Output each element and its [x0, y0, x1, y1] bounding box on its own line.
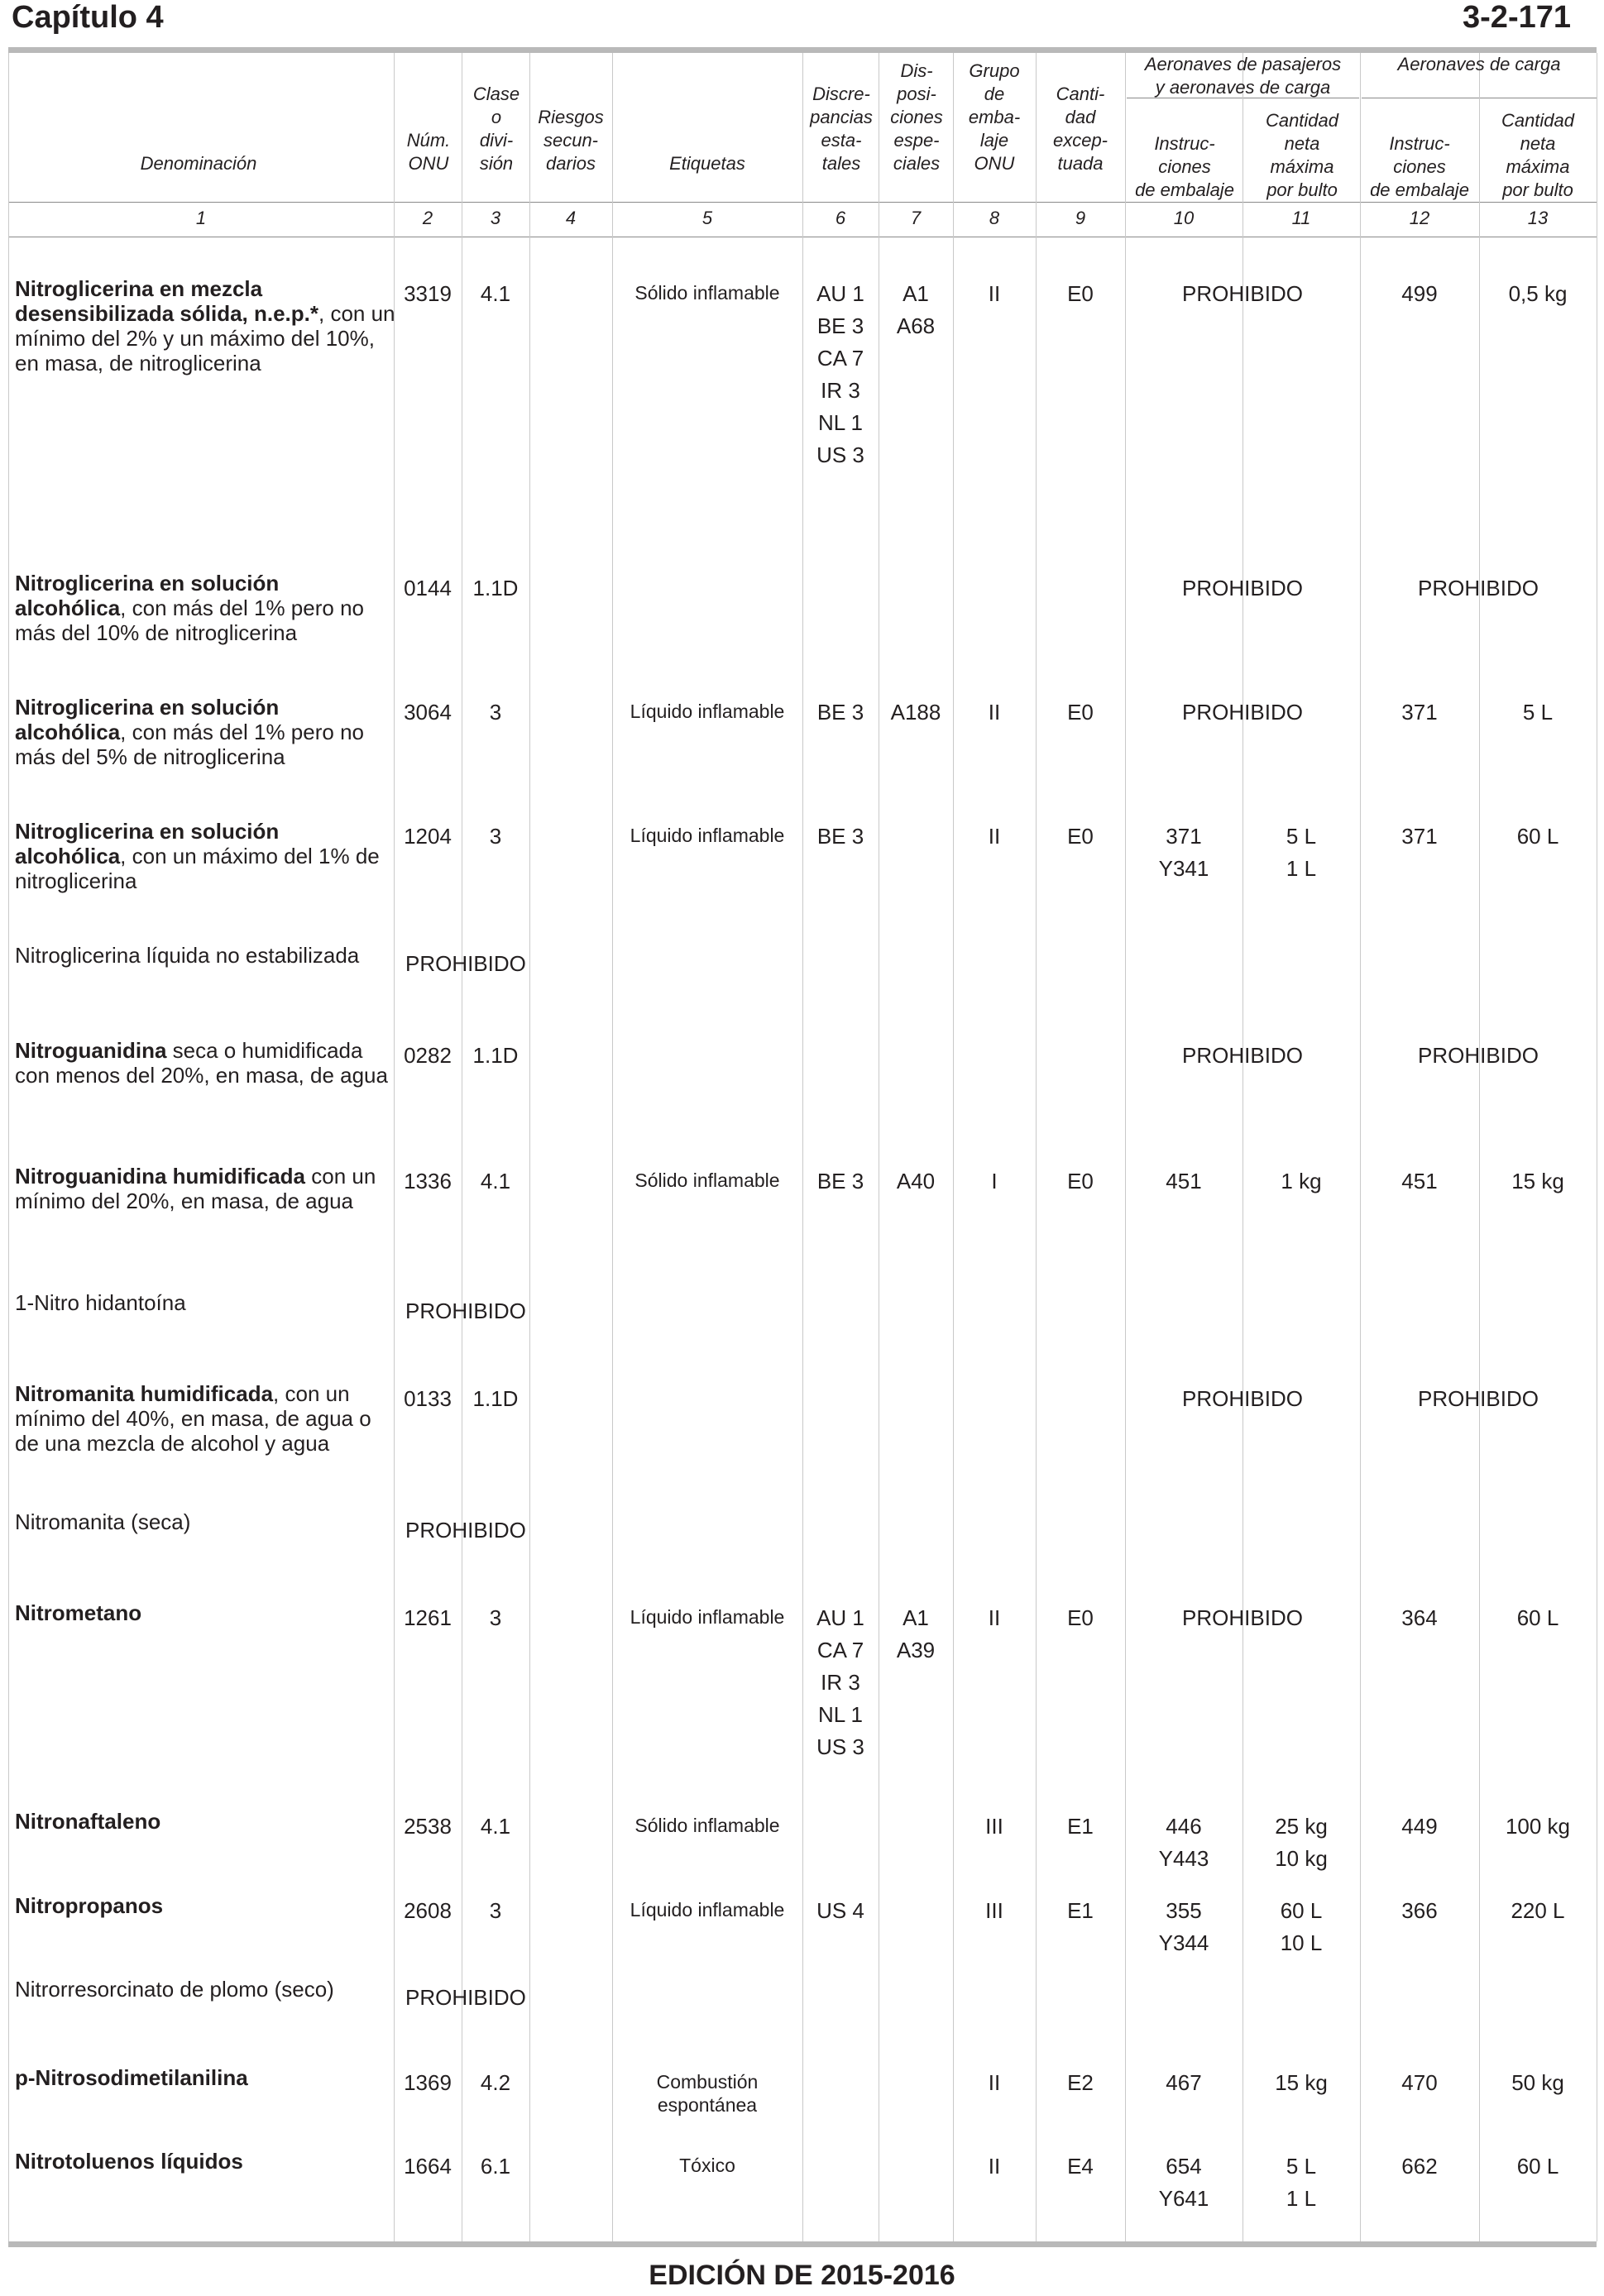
row-special-provision: A1 [903, 1605, 929, 1630]
row-pax-quantity: 5 L [1286, 2154, 1317, 2179]
header-line: Instruc- [1154, 133, 1215, 154]
row-denominacion [15, 1893, 395, 1918]
row-discrepancy: BE 3 [816, 700, 864, 725]
row-cargo-quantity: 5 L [1522, 700, 1554, 725]
page-number: 3-2-171 [1463, 0, 1571, 35]
row-cargo-quantity: 0,5 kg [1508, 281, 1568, 306]
row-label: Combustión [656, 2071, 759, 2093]
row-denominacion [15, 695, 395, 769]
row-discrepancy: NL 1 [818, 410, 863, 435]
column-number: 2 [422, 208, 433, 228]
row-class: 4.2 [480, 2070, 511, 2095]
header-disposiciones [880, 60, 953, 175]
row-cargo-quantity: 50 kg [1511, 2070, 1564, 2095]
header-line: laje [979, 130, 1009, 151]
header-num-onu [395, 129, 462, 175]
header-line: pancias [810, 107, 873, 127]
row-discrepancy: CA 7 [816, 1638, 864, 1662]
row-un-number: 0144 [404, 576, 452, 600]
row-pax-quantity: 10 kg [1275, 1846, 1328, 1871]
row-denominacion [15, 2065, 395, 2090]
row-packing-group: II [988, 700, 1001, 725]
row-cargo-instruction: 470 [1401, 2070, 1438, 2095]
header-line: Riesgos [538, 107, 604, 127]
header-line: Aeronaves de pasajeros [1144, 54, 1342, 74]
row-class: 4.1 [480, 1814, 511, 1839]
header-line: Canti- [1056, 84, 1105, 104]
row-excepted-quantity: E4 [1067, 2154, 1094, 2179]
column-number: 5 [701, 208, 713, 228]
header-line: ONU [974, 153, 1015, 174]
row-un-number: 1336 [404, 1169, 452, 1193]
row-un-number: 1261 [404, 1605, 452, 1630]
header-line: máxima [1270, 156, 1334, 177]
name-bold: Nitroguanidina humidificada [15, 1164, 306, 1189]
header-line: divi- [479, 130, 514, 151]
name-bold: Nitrotoluenos líquidos [15, 2149, 243, 2174]
row-pax-instruction: 451 [1166, 1169, 1202, 1193]
top-rule [8, 47, 1597, 53]
header-line: espe- [893, 130, 940, 151]
column-number: 6 [835, 208, 846, 228]
header-aeronaves-carga: Aeronaves de carga [1397, 54, 1561, 74]
row-cargo-quantity: 100 kg [1505, 1814, 1571, 1839]
row-pax-prohibido: PROHIBIDO [1182, 700, 1303, 725]
row-discrepancy: NL 1 [818, 1702, 863, 1727]
row-class: 3 [489, 1605, 502, 1630]
row-discrepancy: US 3 [816, 1734, 864, 1759]
row-discrepancy: CA 7 [816, 346, 864, 371]
row-packing-group: II [988, 281, 1001, 306]
row-discrepancy: IR 3 [821, 378, 860, 403]
header-line: ciones [1158, 156, 1211, 177]
row-pax-instruction: Y344 [1158, 1930, 1209, 1955]
row-label: Tóxico [679, 2155, 735, 2176]
name-text: Nitromanita (seca) [15, 1509, 191, 1534]
chapter-title: Capítulo 4 [12, 0, 164, 35]
name-bold: Nitroglicerina en solución alcohólica [15, 819, 280, 868]
row-un-number: 2538 [404, 1814, 452, 1839]
row-cargo-quantity: 60 L [1516, 2154, 1559, 2179]
header-line: máxima [1506, 156, 1570, 177]
row-packing-group: III [985, 1898, 1003, 1923]
row-cargo-quantity: 220 L [1511, 1898, 1565, 1923]
row-class: 3 [489, 1898, 502, 1923]
row-pax-instruction: 355 [1166, 1898, 1202, 1923]
row-label: Sólido inflamable [634, 1815, 780, 1836]
name-bold: Nitronaftaleno [15, 1809, 161, 1834]
header-line: Discre- [812, 84, 870, 104]
row-special-provision: A68 [896, 313, 936, 338]
row-pax-instruction: 446 [1166, 1814, 1202, 1839]
row-pax-instruction: Y641 [1158, 2186, 1209, 2211]
header-line: dad [1065, 107, 1096, 127]
row-excepted-quantity: E1 [1067, 1814, 1094, 1839]
header-line: emba- [968, 107, 1021, 127]
row-cargo-instruction: 366 [1401, 1898, 1438, 1923]
header-pax-instrucciones [1127, 132, 1243, 202]
row-pax-quantity: 25 kg [1275, 1814, 1328, 1839]
row-discrepancy: AU 1 [816, 281, 864, 306]
header-line: neta [1284, 133, 1320, 154]
row-discrepancy: IR 3 [821, 1670, 860, 1695]
row-un-number: 1369 [404, 2070, 452, 2095]
row-class: 3 [489, 700, 502, 725]
row-special-provision: A40 [896, 1169, 936, 1193]
row-un-number: 3319 [404, 281, 452, 306]
row-special-provision: A39 [896, 1638, 936, 1662]
header-line: esta- [821, 130, 862, 151]
header-line: Clase [472, 84, 520, 104]
row-class: 3 [489, 824, 502, 849]
row-pax-instruction: Y341 [1158, 856, 1209, 881]
row-packing-group: II [988, 1605, 1001, 1630]
row-class: 4.1 [480, 281, 511, 306]
row-un-number: 2608 [404, 1898, 452, 1923]
column-number: 4 [565, 208, 577, 228]
row-label: Líquido inflamable [630, 1899, 785, 1921]
row-packing-group: I [991, 1169, 998, 1193]
name-text: 1-Nitro hidantoína [15, 1290, 186, 1315]
header-line: ciones [1393, 156, 1446, 177]
row-pax-instruction: 654 [1166, 2154, 1202, 2179]
column-number: 8 [989, 208, 1000, 228]
header-line: neta [1520, 133, 1556, 154]
row-un-number: 0282 [404, 1043, 452, 1068]
row-denominacion [15, 2149, 395, 2174]
name-text: Nitrorresorcinato de plomo (seco) [15, 1977, 334, 2002]
header-line: ONU [408, 153, 449, 174]
name-bold: p-Nitrosodimetilanilina [15, 2065, 248, 2090]
row-denominacion [15, 819, 395, 893]
row-denominacion [15, 943, 395, 968]
column-number: 3 [490, 208, 501, 228]
row-excepted-quantity: E0 [1067, 700, 1094, 725]
row-denominacion [15, 1038, 395, 1088]
row-special-provision: A1 [903, 281, 929, 306]
row-excepted-quantity: E0 [1067, 1605, 1094, 1630]
edition-footer: EDICIÓN DE 2015-2016 [649, 2260, 955, 2291]
row-cargo-instruction: 364 [1401, 1605, 1438, 1630]
row-pax-prohibido: PROHIBIDO [1182, 1043, 1303, 1068]
row-cargo-instruction: 451 [1401, 1169, 1438, 1193]
row-label: Líquido inflamable [630, 701, 785, 722]
row-discrepancy: US 4 [816, 1898, 864, 1923]
column-number: 10 [1173, 208, 1195, 228]
name-bold: Nitromanita humidificada [15, 1381, 274, 1406]
header-line: por bulto [1266, 179, 1338, 200]
row-un-number: 1664 [404, 2154, 452, 2179]
header-line: sión [479, 153, 514, 174]
row-class: 1.1D [472, 1386, 519, 1411]
column-number: 7 [910, 208, 922, 228]
row-label: espontánea [657, 2094, 758, 2116]
row-un-number: 1204 [404, 824, 452, 849]
column-divider [8, 53, 9, 2241]
row-cargo-instruction: 449 [1401, 1814, 1438, 1839]
row-prohibido: PROHIBIDO [405, 1985, 526, 2010]
row-pax-quantity: 15 kg [1275, 2070, 1328, 2095]
header-line: de embalaje [1370, 179, 1469, 200]
column-number: 13 [1527, 208, 1549, 228]
row-denominacion [15, 1977, 395, 2002]
row-excepted-quantity: E0 [1067, 824, 1094, 849]
header-discrepancias [804, 83, 879, 175]
row-packing-group: II [988, 824, 1001, 849]
row-label: Líquido inflamable [630, 1606, 785, 1628]
row-denominacion [15, 1290, 395, 1315]
name-bold: Nitrometano [15, 1600, 142, 1625]
header-line: o [491, 107, 502, 127]
header-line: tales [821, 153, 861, 174]
row-pax-quantity: 1 L [1286, 2186, 1317, 2211]
name-bold: Nitroglicerina en mezcla desensibilizada sólida, n.e.p.* [15, 276, 318, 326]
header-etiquetas: Etiquetas [669, 153, 745, 174]
header-cantidad-exceptuada [1036, 83, 1125, 175]
row-prohibido: PROHIBIDO [405, 1518, 526, 1543]
row-denominacion [15, 1164, 395, 1213]
row-special-provision: A188 [890, 700, 941, 725]
header-line: darios [546, 153, 596, 174]
header-line: Dis- [900, 60, 933, 81]
row-pax-prohibido: PROHIBIDO [1182, 281, 1303, 306]
name-rest: , con un mínimo del 40%, en masa, de agua o de una mezcla de alcohol y agua [15, 1381, 371, 1456]
row-label: Sólido inflamable [634, 282, 780, 304]
row-un-number: 0133 [404, 1386, 452, 1411]
row-pax-instruction: 371 [1166, 824, 1202, 849]
row-denominacion [15, 1809, 395, 1834]
header-line: posi- [897, 84, 936, 104]
name-bold: Nitroguanidina [15, 1038, 167, 1063]
row-cargo-prohibido: PROHIBIDO [1418, 576, 1539, 600]
row-un-number: 3064 [404, 700, 452, 725]
row-pax-quantity: 1 kg [1281, 1169, 1322, 1193]
row-class: 4.1 [480, 1169, 511, 1193]
row-excepted-quantity: E0 [1067, 281, 1094, 306]
row-pax-quantity: 1 L [1286, 856, 1317, 881]
row-excepted-quantity: E2 [1067, 2070, 1094, 2095]
name-bold: Nitroglicerina en solución alcohólica [15, 571, 280, 620]
column-number: 12 [1409, 208, 1430, 228]
row-cargo-instruction: 371 [1401, 700, 1438, 725]
header-line: de [984, 84, 1005, 104]
row-pax-prohibido: PROHIBIDO [1182, 1386, 1303, 1411]
name-rest: , con un mínimo del 2% y un máximo del 10%, en masa, de nitroglicerina [15, 301, 395, 375]
row-pax-instruction: 467 [1166, 2070, 1202, 2095]
header-grupo [955, 60, 1034, 175]
header-line: excep- [1052, 130, 1108, 151]
header-line: por bulto [1502, 179, 1573, 200]
header-line: Cantidad [1501, 110, 1575, 131]
row-pax-quantity: 5 L [1286, 824, 1317, 849]
header-line: Grupo [969, 60, 1020, 81]
row-discrepancy: US 3 [816, 442, 864, 467]
row-excepted-quantity: E0 [1067, 1169, 1094, 1193]
row-cargo-quantity: 60 L [1516, 824, 1559, 849]
header-line: Núm. [406, 130, 451, 151]
row-cargo-prohibido: PROHIBIDO [1418, 1043, 1539, 1068]
name-bold: Nitroglicerina en solución alcohólica [15, 695, 280, 744]
header-clase [463, 83, 529, 175]
row-pax-instruction: Y443 [1158, 1846, 1209, 1871]
row-prohibido: PROHIBIDO [405, 951, 526, 976]
name-rest: , con un máximo del 1% de nitroglicerina [15, 844, 380, 893]
header-aeronaves-pasajeros [1127, 53, 1359, 99]
name-rest: , con más del 1% pero no más del 5% de nitroglicerina [15, 720, 364, 769]
header-pax-cantidad [1244, 109, 1360, 202]
name-rest: con un mínimo del 20%, en masa, de agua [15, 1164, 376, 1213]
row-pax-prohibido: PROHIBIDO [1182, 1605, 1303, 1630]
row-excepted-quantity: E1 [1067, 1898, 1094, 1923]
name-text: Nitroglicerina líquida no estabilizada [15, 943, 360, 968]
row-denominacion [15, 1509, 395, 1534]
row-label: Sólido inflamable [634, 1170, 780, 1191]
row-denominacion [15, 276, 395, 375]
row-pax-quantity: 10 L [1280, 1930, 1323, 1955]
row-label: Líquido inflamable [630, 825, 785, 846]
header-line: Instruc- [1389, 133, 1450, 154]
row-denominacion [15, 1381, 395, 1456]
row-denominacion [15, 571, 395, 645]
header-cargo-cantidad [1479, 109, 1597, 202]
header-line: ciales [893, 153, 941, 174]
column-number: 11 [1291, 208, 1311, 228]
bottom-rule [8, 2241, 1597, 2247]
row-cargo-instruction: 662 [1401, 2154, 1438, 2179]
row-cargo-instruction: 371 [1401, 824, 1438, 849]
row-class: 1.1D [472, 1043, 519, 1068]
header-cargo-instrucciones [1362, 132, 1477, 202]
row-discrepancy: AU 1 [816, 1605, 864, 1630]
row-cargo-instruction: 499 [1401, 281, 1438, 306]
row-class: 6.1 [480, 2154, 511, 2179]
name-rest: , con más del 1% pero no más del 10% de nitroglicerina [15, 596, 364, 645]
row-discrepancy: BE 3 [816, 313, 864, 338]
row-packing-group: II [988, 2070, 1001, 2095]
column-number: 1 [195, 208, 207, 228]
header-line: ciones [890, 107, 943, 127]
header-line: y aeronaves de carga [1155, 77, 1331, 98]
row-class: 1.1D [472, 576, 519, 600]
row-cargo-quantity: 60 L [1516, 1605, 1559, 1630]
header-line: secun- [543, 130, 599, 151]
header-line: Cantidad [1265, 110, 1339, 131]
row-cargo-quantity: 15 kg [1511, 1169, 1564, 1193]
name-bold: Nitropropanos [15, 1893, 164, 1918]
row-prohibido: PROHIBIDO [405, 1299, 526, 1323]
header-denominacion: Denominación [140, 153, 257, 174]
row-packing-group: II [988, 2154, 1001, 2179]
row-packing-group: III [985, 1814, 1003, 1839]
row-discrepancy: BE 3 [816, 1169, 864, 1193]
column-divider [529, 53, 530, 2241]
row-denominacion [15, 1600, 395, 1625]
row-discrepancy: BE 3 [816, 824, 864, 849]
name-rest: seca o humidificada con menos del 20%, en masa, de agua [15, 1038, 388, 1088]
row-cargo-prohibido: PROHIBIDO [1418, 1386, 1539, 1411]
header-line: tuada [1057, 153, 1104, 174]
row-pax-prohibido: PROHIBIDO [1182, 576, 1303, 600]
column-number: 9 [1075, 208, 1086, 228]
header-riesgos [531, 106, 610, 175]
header-line: de embalaje [1135, 179, 1234, 200]
row-pax-quantity: 60 L [1280, 1898, 1323, 1923]
